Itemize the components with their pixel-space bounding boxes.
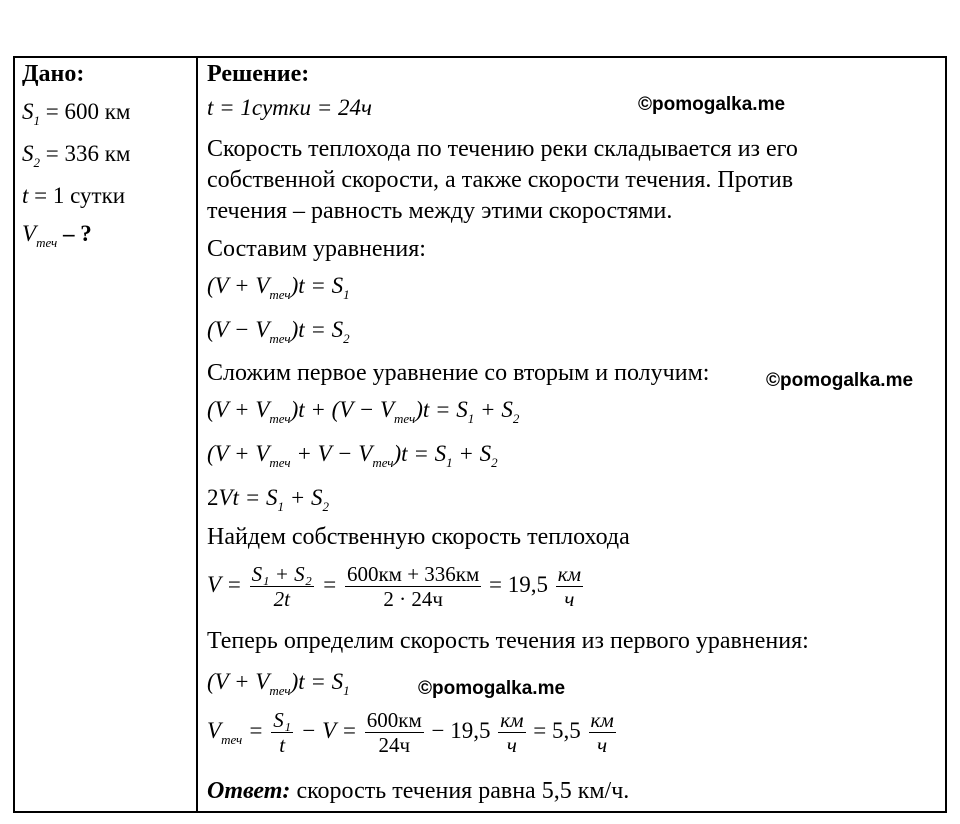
- given-s1: $S_1 = 600$ км: [22, 99, 131, 128]
- given-header: Дано:: [22, 61, 85, 87]
- add-text: Сложим первое уравнение со вторым и получим:: [207, 360, 710, 386]
- current-speed-formula: $V_{теч}$ = $\frac{\text{S₁}}{t}$ − V = $\frac{600км}{24ч}$ − 19,5 $\frac{км}{ч}$ = 5,5 $\frac{км}{ч}$: [207, 708, 614, 757]
- answer-text: скорость течения равна 5,5 км/ч.: [290, 778, 630, 804]
- equation-sum: $(V + V_{теч})t + (V - V_{теч})t = S_1 + S_2$: [207, 397, 520, 426]
- given-find: $V_{теч}$ – ?: [22, 221, 92, 250]
- equation-2: $(V - V_{теч})t = S_2$: [207, 317, 350, 346]
- equation-simplified: $2Vt = S_1 + S_2$: [207, 485, 329, 514]
- watermark: ©pomogalka.me: [766, 370, 914, 391]
- given-s2: $S_2 = 336$ км: [22, 141, 131, 170]
- column-divider: [196, 56, 198, 813]
- paragraph-line-2: собственной скорости, а также скорости течения. Против: [207, 167, 794, 193]
- paragraph-line-1: Скорость теплохода по течению реки складывается из его: [207, 136, 798, 162]
- given-column: [22, 60, 192, 248]
- paragraph-line-3: течения – равность между этими скоростями.: [207, 198, 673, 224]
- find-own-speed-text: Найдем собственную скорость теплохода: [207, 524, 630, 550]
- equation-1: $(V + V_{теч})t = S_1$: [207, 273, 350, 302]
- equation-combined: $(V + V_{теч} + V - V_{теч})t = S_1 + S_2$: [207, 441, 498, 470]
- find-current-text: Теперь определим скорость течения из первого уравнения:: [207, 628, 809, 654]
- time-equation: t = 1сутки = 24ч: [207, 95, 373, 120]
- solution-header: Решение:: [207, 61, 310, 87]
- watermark: ©pomogalka.me: [638, 94, 786, 115]
- compose-text: Составим уравнения:: [207, 236, 426, 262]
- own-speed-formula: V = $\frac{\text{S₁ + S₂}}{2t}$ = $\frac{600км + 336км}{2 \cdot 24ч}$ = 19,5 $\frac{км}{ч}$: [207, 562, 582, 611]
- answer-label: Ответ:: [207, 778, 291, 804]
- watermark: ©pomogalka.me: [418, 678, 566, 699]
- given-t: t = 1 сутки: [22, 183, 126, 208]
- equation-1-repeat: $(V + V_{теч})t = S_1$: [207, 669, 350, 698]
- answer-line: [207, 776, 629, 807]
